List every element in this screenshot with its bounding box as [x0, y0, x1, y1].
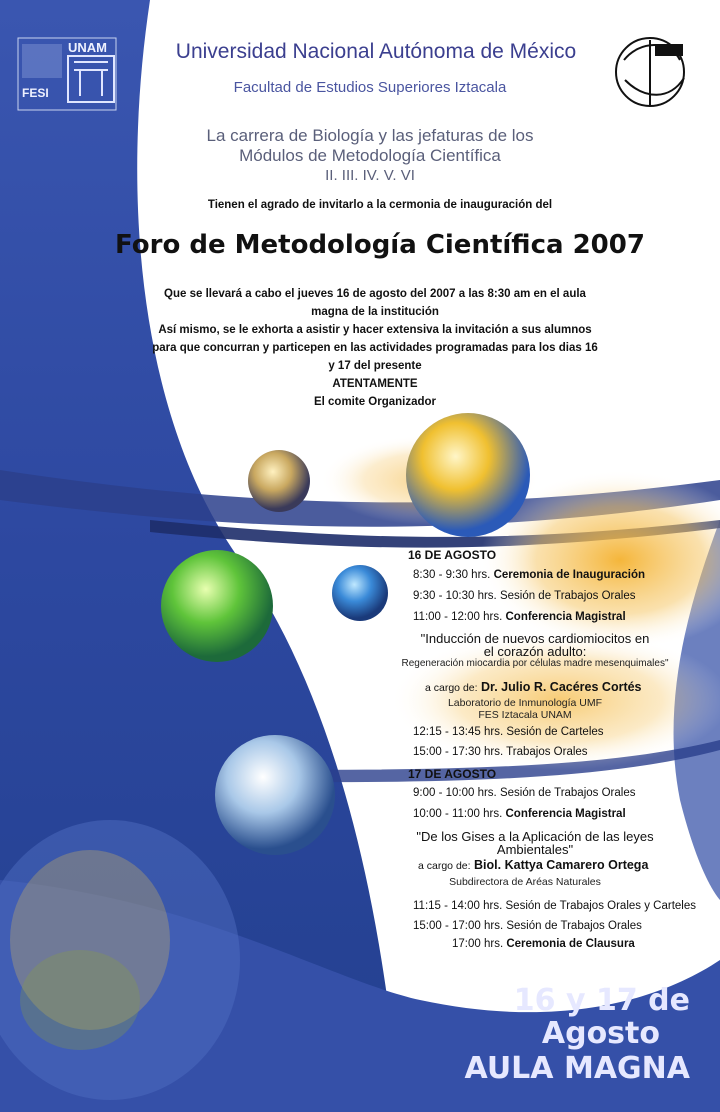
day1-item-2-time: 9:30 - 10:30 hrs. — [413, 590, 497, 602]
day2-talk-line-1: "De los Gises a la Aplicación de las leyes — [416, 829, 654, 844]
day1-item-5-label: Trabajos Orales — [506, 746, 588, 758]
day2-talk-line-2: Ambientales" — [496, 842, 574, 857]
event-date-place — [420, 985, 690, 1087]
day1-talk-subtitle: Regeneración miocardia por células madre mesenquimales" — [401, 658, 669, 669]
day1-title: 16 DE AGOSTO — [408, 548, 497, 562]
day2-speaker-prefix: a cargo de: — [418, 860, 471, 872]
day2-item-3-label: Sesión de Trabajos Orales y Carteles — [505, 900, 696, 912]
forum-title: Foro de Metodología Científica 2007 — [115, 230, 645, 260]
fes-iztacala-logo — [616, 38, 684, 106]
intro-line-1: La carrera de Biología y las jefaturas de los — [206, 126, 534, 145]
body-line-3: Así mismo, se le exhorta a asistir y hacer extensiva la invitación a sus alumnos — [158, 324, 592, 336]
faculty-name: Facultad de Estudios Superiores Iztacala — [233, 79, 507, 96]
day1-speaker — [425, 680, 642, 694]
day2-talk-block — [360, 830, 710, 856]
body-line-4: para que concurran y particepen en las actividades programadas para los dias 16 — [152, 342, 598, 354]
body-line-7: El comite Organizador — [313, 396, 437, 408]
day2-item-5-time: 17:00 hrs. — [452, 938, 504, 950]
event-date-line-2: Agosto — [541, 1016, 660, 1051]
day1-talk-block — [360, 632, 710, 669]
invitation-body — [80, 285, 670, 411]
day1-item-4-time: 12:15 - 13:45 hrs. — [413, 726, 504, 738]
unam-logo — [18, 38, 116, 110]
day2-item-4 — [413, 920, 642, 932]
day1-talk-line-1: "Inducción de nuevos cardiomiocitos en — [420, 631, 650, 646]
day1-item-3-time: 11:00 - 12:00 hrs. — [413, 611, 503, 623]
day1-item-1-label: Ceremonia de Inauguración — [493, 569, 646, 581]
event-place: AULA MAGNA — [464, 1051, 690, 1086]
day1-speaker-name: Dr. Julio R. Cacéres Cortés — [481, 680, 642, 694]
body-line-5: y 17 del presente — [328, 360, 422, 372]
day2-item-3-time: 11:15 - 14:00 hrs. — [413, 900, 503, 912]
body-line-1: Que se llevará a cabo el jueves 16 de agosto del 2007 a las 8:30 am en el aula — [164, 288, 586, 300]
day2-item-2-label: Conferencia Magistral — [505, 808, 626, 820]
day1-lab-line-2: FES Iztacala UNAM — [478, 709, 572, 721]
university-name: Universidad Nacional Autónoma de México — [175, 40, 577, 63]
invite-text: Tienen el agrado de invitarlo a la cermonia de inauguración del — [207, 199, 553, 211]
day1-item-3-label: Conferencia Magistral — [505, 611, 626, 623]
day1-speaker-prefix: a cargo de: — [425, 682, 478, 694]
day2-item-3 — [413, 900, 696, 912]
day2-item-4-time: 15:00 - 17:00 hrs. — [413, 920, 504, 932]
day1-item-5 — [413, 746, 588, 758]
day2-speaker — [418, 858, 648, 872]
day2-speaker-name: Biol. Kattya Camarero Ortega — [474, 858, 649, 872]
day2-item-2-time: 10:00 - 11:00 hrs. — [413, 808, 503, 820]
day1-item-2 — [413, 590, 635, 602]
logo-unam-text: UNAM — [68, 40, 107, 55]
day1-talk-line-2: el corazón adulto: — [483, 644, 587, 659]
day1-item-1 — [413, 569, 645, 581]
day1-item-5-time: 15:00 - 17:30 hrs. — [413, 746, 504, 758]
intro-line-3: II. III. IV. V. VI — [325, 167, 415, 184]
day1-item-2-label: Sesión de Trabajos Orales — [499, 590, 636, 602]
day2-role: Subdirectora de Aréas Naturales — [449, 876, 601, 888]
day1-item-4 — [413, 726, 604, 738]
event-date-line-1: 16 y 17 de — [513, 983, 690, 1018]
day2-item-1-time: 9:00 - 10:00 hrs. — [413, 787, 497, 799]
day2-item-5 — [452, 938, 635, 950]
day1-lab — [400, 697, 650, 721]
intro-block — [150, 126, 590, 186]
day2-item-1 — [413, 787, 635, 799]
day1-item-4-label: Sesión de Carteles — [506, 726, 604, 738]
day2-item-2 — [413, 808, 626, 820]
day2-title: 17 DE AGOSTO — [408, 767, 497, 781]
body-line-6: ATENTAMENTE — [332, 378, 418, 390]
day1-item-1-time: 8:30 - 9:30 hrs. — [413, 569, 491, 581]
day2-item-5-label: Ceremonia de Clausura — [506, 938, 635, 950]
body-line-2: magna de la institución — [311, 306, 439, 318]
intro-line-2: Módulos de Metodología Científica — [239, 146, 501, 165]
day1-lab-line-1: Laboratorio de Inmunología UMF — [447, 697, 603, 709]
day2-item-1-label: Sesión de Trabajos Orales — [499, 787, 636, 799]
day2-item-4-label: Sesión de Trabajos Orales — [506, 920, 642, 932]
day1-item-3 — [413, 611, 626, 623]
logo-fesi-text: FESI — [22, 86, 49, 100]
